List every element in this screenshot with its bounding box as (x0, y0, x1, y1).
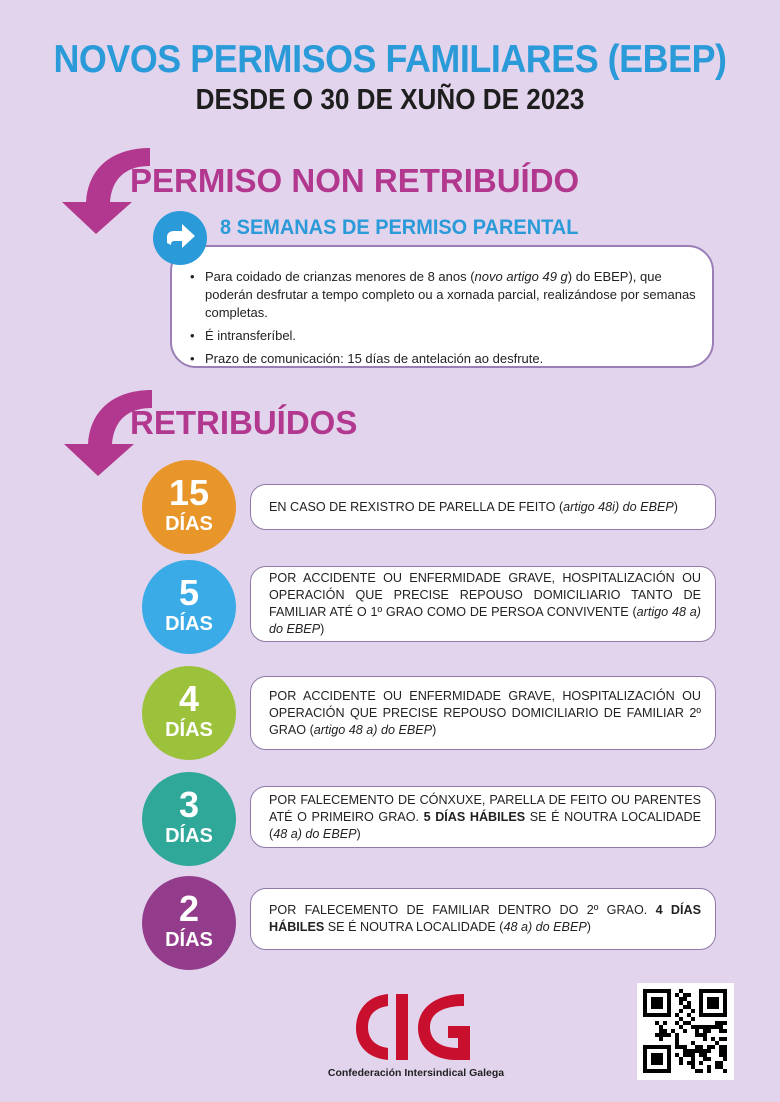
days-unit: DÍAS (165, 929, 213, 951)
permit-description: POR ACCIDENTE OU ENFERMIDADE GRAVE, HOSPITALIZACIÓN OU OPERACIÓN QUE PRECISE REPOUSO DOMICILIARIO TANTO DE FAMILIAR ATÉ O 1º GRAO COMO DE PERSOA CONVIVENTE (artigo 48 a) do EBEP) (269, 571, 701, 636)
days-number: 15 (168, 472, 210, 513)
qr-code-icon[interactable] (637, 983, 734, 1080)
permit-description-box (250, 786, 716, 848)
days-unit: DÍAS (165, 613, 213, 635)
permit-description-box (250, 888, 716, 950)
permit-description-box (250, 676, 716, 750)
days-number: 3 (178, 784, 200, 825)
bullet-item: • É intransferíbel. (190, 327, 710, 345)
unpaid-subheading: 8 SEMANAS DE PERMISO PARENTAL (220, 216, 579, 239)
permit-description-box (250, 484, 716, 530)
permit-description-box (250, 566, 716, 642)
page-title: NOVOS PERMISOS FAMILIARES (EBEP) (53, 38, 727, 81)
days-number: 2 (178, 888, 200, 929)
permit-description: POR ACCIDENTE OU ENFERMIDADE GRAVE, HOSPITALIZACIÓN OU OPERACIÓN QUE PRECISE REPOUSO DOMICILIARIO DE FAMILIAR 2º GRAO (artigo 48 a) do EBEP) (269, 688, 701, 737)
arrow-right-icon (153, 211, 207, 265)
qr-code-pattern (637, 983, 734, 1080)
days-badge (142, 666, 236, 760)
permit-description: POR FALECEMENTO DE FAMILIAR DENTRO DO 2º GRAO. 4 DÍAS HÁBILES SE É NOUTRA LOCALIDADE (48 a) do EBEP) (269, 903, 701, 934)
paid-heading: RETRIBUÍDOS (130, 404, 358, 441)
page-subtitle: DESDE O 30 DE XUÑO DE 2023 (195, 84, 585, 116)
days-badge (142, 772, 236, 866)
permit-description: EN CASO DE REXISTRO DE PARELLA DE FEITO (artigo 48i) do EBEP) (269, 499, 678, 514)
unpaid-heading: PERMISO NON RETRIBUÍDO (130, 162, 580, 199)
days-unit: DÍAS (165, 719, 213, 741)
days-unit: DÍAS (165, 513, 213, 535)
days-badge (142, 560, 236, 654)
days-badge (142, 876, 236, 970)
organization-name: Confederación Intersindical Galega (327, 1067, 505, 1079)
days-number: 4 (178, 678, 200, 719)
unpaid-bullet-list (190, 268, 710, 373)
days-unit: DÍAS (165, 825, 213, 847)
arrow-right-circle-icon (153, 211, 207, 265)
permit-description: POR FALECEMENTO DE CÓNXUXE, PARELLA DE FEITO OU PARENTES ATÉ O PRIMEIRO GRAO. 5 DÍAS HÁBILES SE É NOUTRA LOCALIDADE (48 a) do EBEP) (269, 792, 701, 841)
days-badge (142, 460, 236, 554)
bullet-item: • Para coidado de crianzas menores de 8 anos (novo artigo 49 g) do EBEP), que poderán desfrutar a tempo completo ou a xornada parcial, realizándose por semanas completas. (190, 268, 710, 322)
days-number: 5 (178, 572, 200, 613)
bullet-item: • Prazo de comunicación: 15 días de antelación ao desfrute. (190, 350, 710, 368)
cig-logo (352, 990, 482, 1062)
